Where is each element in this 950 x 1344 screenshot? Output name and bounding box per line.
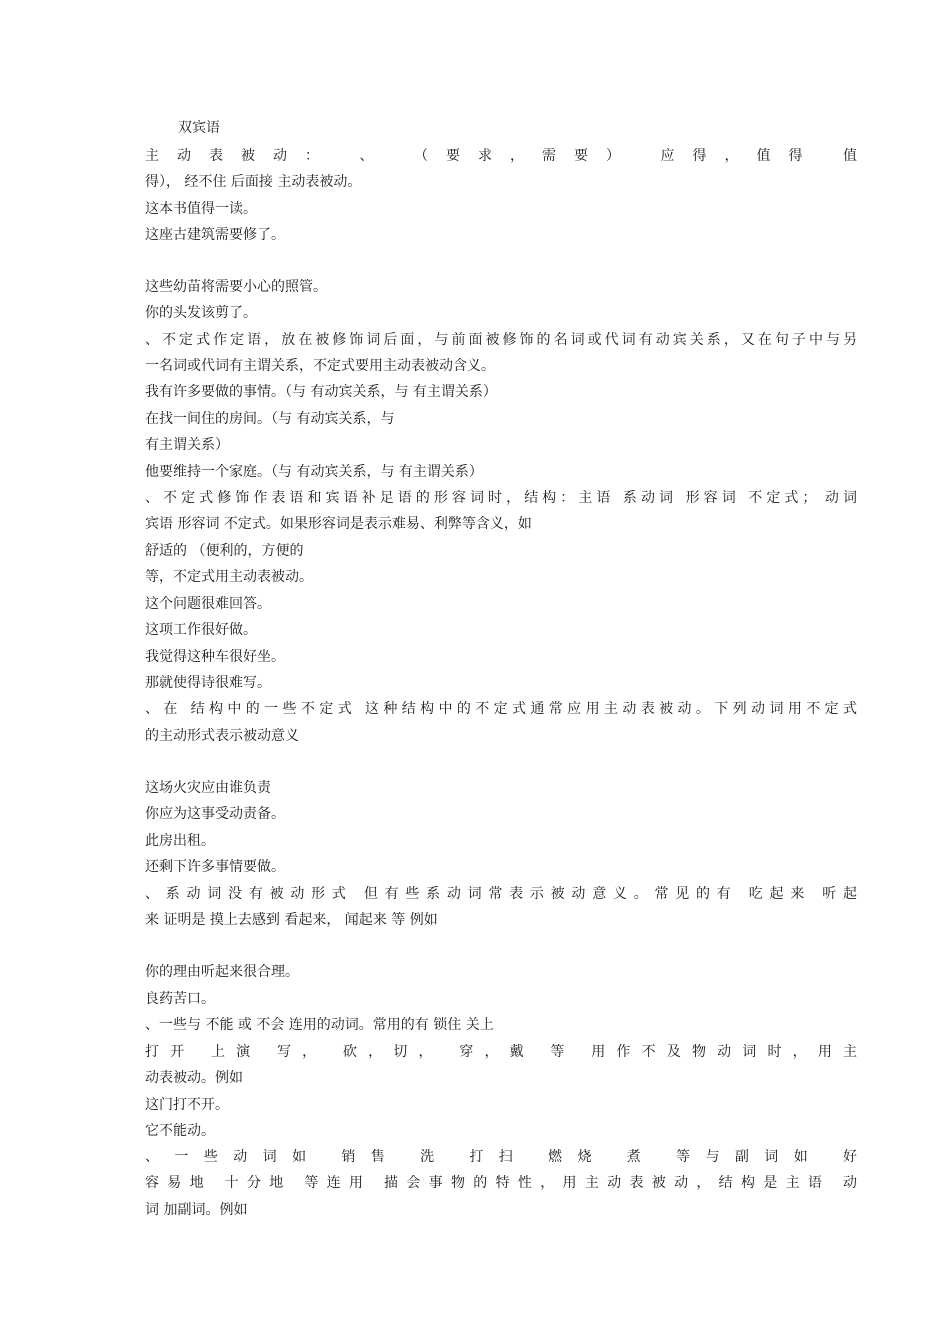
- text-line: 等，不定式用主动表被动。: [145, 569, 313, 585]
- text-line: 词 加副词。例如: [145, 1202, 248, 1218]
- text-line: 我有许多要做的事情。（与 有动宾关系，与 有主谓关系）: [145, 384, 497, 400]
- text-line: 这门打不开。: [145, 1097, 229, 1113]
- text-line: 你的头发该剪了。: [145, 305, 257, 321]
- text-line: 、一些动词如 销售 洗 打扫 燃烧 煮 等与副词如 好: [145, 1149, 857, 1165]
- text-line: 你应为这事受动责备。: [145, 806, 285, 822]
- text-line: 、不定式作定语，放在被修饰词后面，与前面被修饰的名词或代词有动宾关系，又在句子中与另: [145, 332, 857, 348]
- text-line: 这个问题很难回答。: [145, 596, 271, 612]
- text-line: 双宾语: [178, 120, 220, 136]
- text-line: 这本书值得一读。: [145, 201, 257, 217]
- text-line: 这场火灾应由谁负责: [145, 780, 271, 796]
- text-line: 那就使得诗很难写。: [145, 675, 271, 691]
- text-line: 得）， 经不住 后面接 主动表被动。: [145, 174, 362, 190]
- text-line: 这座古建筑需要修了。: [145, 227, 285, 243]
- text-line: 你的理由听起来很合理。: [145, 964, 299, 980]
- text-line: 宾语 形容词 不定式。如果形容词是表示难易、利弊等含义，如: [145, 516, 532, 532]
- text-line: 动表被动。例如: [145, 1070, 243, 1086]
- text-line: 、系动词没有被动形式 但有些系动词常表示被动意义。常见的有 吃起来 听起: [145, 886, 857, 902]
- text-line: 此房出租。: [145, 833, 215, 849]
- text-line: 良药苦口。: [145, 991, 215, 1007]
- text-line: 、在 结构中的一些不定式 这种结构中的不定式通常应用主动表被动。下列动词用不定式: [145, 701, 857, 717]
- text-line: 一名词或代词有主谓关系，不定式要用主动表被动含义。: [145, 358, 495, 374]
- text-line: 有主谓关系）: [145, 437, 229, 453]
- text-line: 这些幼苗将需要小心的照管。: [145, 279, 327, 295]
- text-line: 、一些与 不能 或 不会 连用的动词。常用的有 锁住 关上: [145, 1017, 494, 1033]
- text-line: 在找一间住的房间。（与 有动宾关系，与: [145, 411, 395, 427]
- text-line: 的主动形式表示被动意义: [145, 728, 299, 744]
- text-line: 这项工作很好做。: [145, 622, 257, 638]
- text-line: 、不定式修饰作表语和宾语补足语的形容词时，结构：主语 系动词 形容词 不定式； 动词: [145, 490, 857, 506]
- text-line: 主动表被动： 、 （要求，需要） 应得，值得 值: [145, 148, 857, 164]
- text-line: 它不能动。: [145, 1123, 215, 1139]
- text-line: 容易地 十分地 等连用 描会事物的特性，用主动表被动，结构是主语 动: [145, 1175, 857, 1191]
- text-line: 还剩下许多事情要做。: [145, 859, 285, 875]
- text-line: 他要维持一个家庭。（与 有动宾关系，与 有主谓关系）: [145, 464, 483, 480]
- text-line: 我觉得这种车很好坐。: [145, 649, 285, 665]
- text-line: 舒适的 （便利的，方便的: [145, 543, 304, 559]
- text-line: 来 证明是 摸上去感到 看起来， 闻起来 等 例如: [145, 912, 438, 928]
- text-line: 打开 上演 写， 砍，切， 穿，戴 等 用作不及物动词时，用主: [145, 1044, 857, 1060]
